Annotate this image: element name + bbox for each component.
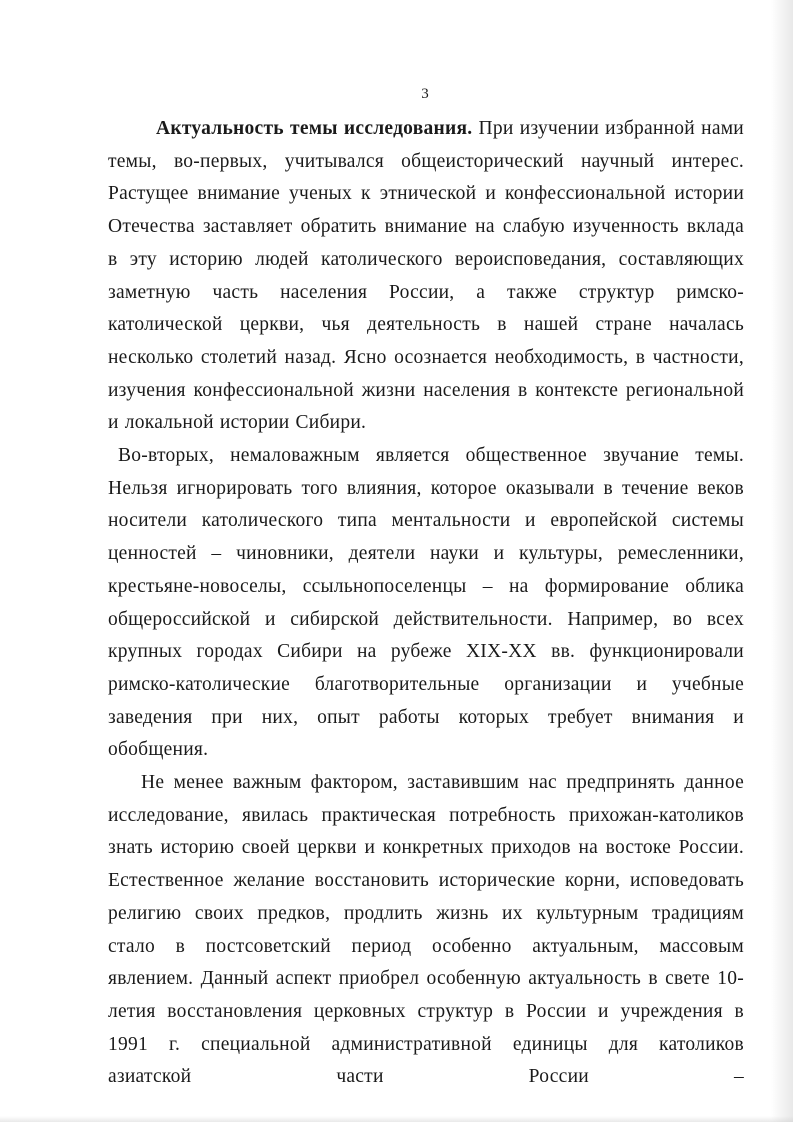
paragraph-practical-need: Не менее важным фактором, заставившим нас предпринять данное исследование, явилась практическая потребность прихожан-католиков знать историю своей церкви и конкретных приходов на востоке России. Естественное желание восстановить исторические корни, исповедовать религию своих предков, продлить жизнь их культурным традициям стало в постсоветский период особенно актуальным, массовым явлением. Данный аспект приобрел особенную актуальность в свете 10-летия восстановления церковных структур в России и учреждения в 1991 г. специальной административной единицы для католиков азиатской части России – [108, 772, 744, 1088]
paragraph-relevance [108, 113, 744, 440]
paragraph-social-significance: Во-вторых, немаловажным является общественное звучание темы. Нельзя игнорировать того влияния, которое оказывали в течение веков носители католического типа ментальности и европейской системы ценностей – чиновники, деятели науки и культуры, ремесленники, крестьяне-новоселы, ссыльнопоселенцы – на формирование облика общероссийской и сибирской действительности. Например, во всех крупных городах Сибири на рубеже XIX-XX вв. функционировали римско-католические благотворительные организации и учебные заведения при них, опыт работы которых требует внимания и обобщения. [108, 445, 744, 761]
document-body [108, 113, 744, 1094]
scan-shadow-right [771, 0, 793, 1122]
page-number: 3 [421, 86, 429, 102]
section-heading-relevance: Актуальность темы исследования. [156, 118, 473, 139]
paragraph-relevance-text: При изучении избранной нами темы, во-первых, учитывался общеисторический научный интерес. Растущее внимание ученых к этнической и конфессиональной истории Отечества заставляет обратить внимание на слабую изученность вклада в эту историю людей католического вероисповедания, составляющих заметную часть населения России, а также структур римско-католической церкви, чья деятельность в нашей стране началась несколько столетий назад. Ясно осознается необходимость, в частности, изучения конфессиональной жизни населения в контексте региональной и локальной истории Сибири. [108, 118, 744, 434]
scan-shadow-bottom [0, 1116, 793, 1122]
